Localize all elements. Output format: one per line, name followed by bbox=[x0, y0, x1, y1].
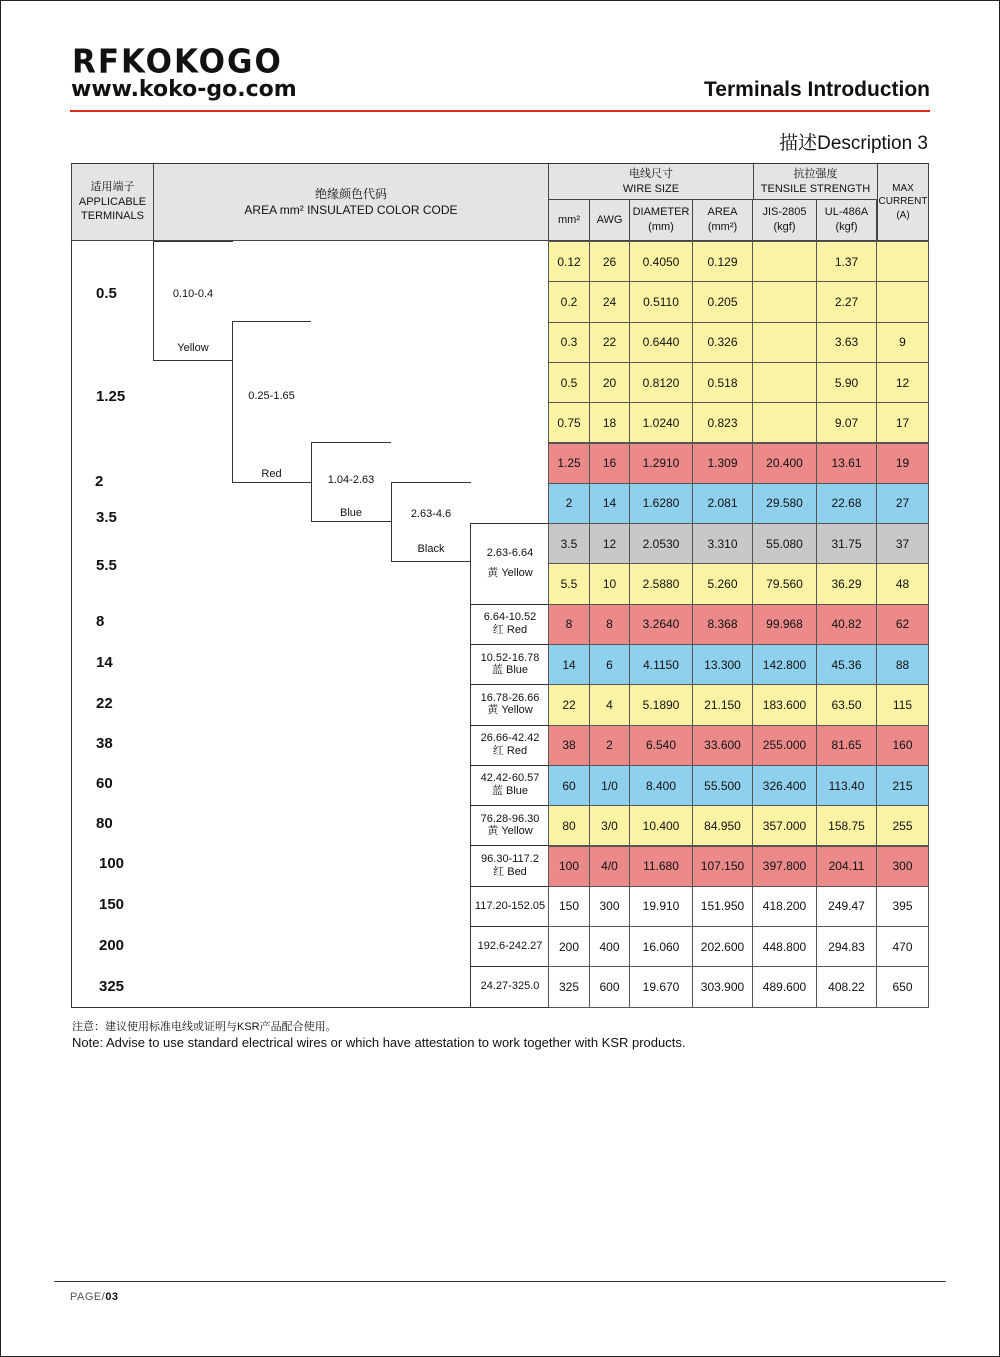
cell-ul: 204.11 bbox=[816, 846, 877, 887]
header-tensile-strength-line: TENSILE STRENGTH bbox=[760, 182, 871, 195]
cell-ul: 3.63 bbox=[816, 322, 877, 363]
header-sub-ul-486a bbox=[816, 199, 877, 241]
cell-area: 0.823 bbox=[692, 402, 753, 443]
cell-diameter: 1.0240 bbox=[629, 402, 693, 443]
terminal-size: 100 bbox=[99, 855, 125, 872]
cell-jis: 29.580 bbox=[752, 483, 817, 524]
footer-divider bbox=[54, 1281, 946, 1282]
cell-max-current bbox=[876, 241, 929, 282]
header-sub-diameter-line: DIAMETER bbox=[632, 206, 690, 219]
cell-jis bbox=[752, 241, 817, 282]
description-label: 描述Description 3 bbox=[779, 133, 928, 154]
color-code-entry bbox=[471, 765, 549, 806]
header-sub-jis-2805-line: JIS-2805 bbox=[762, 206, 807, 219]
color-code-range: 24.27-325.0 bbox=[480, 980, 540, 993]
color-code-color: 红 Red bbox=[492, 623, 528, 636]
cell-diameter: 11.680 bbox=[629, 846, 693, 887]
cell-awg: 2 bbox=[589, 725, 630, 766]
cell-ul: 2.27 bbox=[816, 281, 877, 322]
cell-mm2: 14 bbox=[548, 644, 590, 685]
color-code-range: 16.78-26.66 bbox=[480, 691, 540, 704]
cell-awg: 14 bbox=[589, 483, 630, 524]
cell-jis bbox=[752, 402, 817, 443]
header-sub-diameter bbox=[629, 199, 693, 241]
cell-area: 33.600 bbox=[692, 725, 753, 766]
cell-area: 8.368 bbox=[692, 604, 753, 645]
cell-area: 202.600 bbox=[692, 926, 753, 967]
table-top-border bbox=[71, 163, 929, 164]
cell-mm2: 38 bbox=[548, 725, 590, 766]
header-sub-area-line: AREA bbox=[707, 206, 738, 219]
cell-jis: 20.400 bbox=[752, 443, 817, 484]
cell-max-current: 19 bbox=[876, 443, 929, 484]
cell-diameter: 0.4050 bbox=[629, 241, 693, 282]
header-wire-size bbox=[548, 163, 754, 200]
terminal-size: 0.5 bbox=[96, 285, 117, 302]
cell-area: 0.205 bbox=[692, 281, 753, 322]
cell-mm2: 8 bbox=[548, 604, 590, 645]
cell-mm2: 100 bbox=[548, 846, 590, 887]
color-code-range: 117.20-152.05 bbox=[474, 899, 546, 912]
cell-area: 107.150 bbox=[692, 846, 753, 887]
color-code-range: 76.28-96.30 bbox=[480, 812, 540, 825]
header-sub-awg-line: AWG bbox=[596, 213, 623, 226]
cell-diameter: 10.400 bbox=[629, 805, 693, 846]
cell-ul: 249.47 bbox=[816, 886, 877, 927]
color-code-range: 6.64-10.52 bbox=[483, 611, 537, 624]
terminal-size: 325 bbox=[99, 978, 125, 995]
cell-area: 0.518 bbox=[692, 362, 753, 403]
cell-mm2: 150 bbox=[548, 886, 590, 927]
color-code-entry bbox=[471, 805, 549, 846]
cell-jis bbox=[752, 362, 817, 403]
cell-area: 151.950 bbox=[692, 886, 753, 927]
color-code-entry bbox=[471, 926, 549, 967]
color-code-range: 192.6-242.27 bbox=[477, 939, 543, 952]
cell-diameter: 2.0530 bbox=[629, 523, 693, 564]
cell-jis: 99.968 bbox=[752, 604, 817, 645]
cell-area: 1.309 bbox=[692, 443, 753, 484]
color-code-entry bbox=[471, 644, 549, 685]
cell-area: 303.900 bbox=[692, 966, 753, 1007]
color-code-range: 42.42-60.57 bbox=[480, 772, 540, 785]
cell-max-current: 27 bbox=[876, 483, 929, 524]
header-applicable-terminals-line: TERMINALS bbox=[81, 210, 144, 223]
cell-jis: 79.560 bbox=[752, 563, 817, 604]
cell-awg: 300 bbox=[589, 886, 630, 927]
color-code-entry bbox=[471, 684, 549, 725]
cell-ul: 408.22 bbox=[816, 966, 877, 1007]
header-max-current-line: CURRENT bbox=[878, 196, 928, 208]
color-code-color: 红 Bed bbox=[493, 865, 527, 878]
cell-mm2: 200 bbox=[548, 926, 590, 967]
terminal-size: 22 bbox=[96, 695, 113, 712]
cell-ul: 1.37 bbox=[816, 241, 877, 282]
cell-diameter: 0.8120 bbox=[629, 362, 693, 403]
cell-mm2: 0.5 bbox=[548, 362, 590, 403]
cell-ul: 158.75 bbox=[816, 805, 877, 846]
insulation-step-color: Yellow bbox=[177, 342, 209, 354]
cell-area: 2.081 bbox=[692, 483, 753, 524]
cell-mm2: 5.5 bbox=[548, 563, 590, 604]
terminal-size: 200 bbox=[99, 937, 125, 954]
cell-diameter: 8.400 bbox=[629, 765, 693, 806]
cell-diameter: 0.6440 bbox=[629, 322, 693, 363]
cell-jis: 183.600 bbox=[752, 684, 817, 725]
terminal-size: 60 bbox=[96, 775, 113, 792]
header-applicable-terminals-line: APPLICABLE bbox=[78, 195, 147, 208]
color-code-range: 96.30-117.2 bbox=[481, 853, 539, 865]
cell-jis: 418.200 bbox=[752, 886, 817, 927]
cell-max-current: 300 bbox=[876, 846, 929, 887]
color-code-entry bbox=[471, 523, 549, 605]
cell-awg: 6 bbox=[589, 644, 630, 685]
cell-mm2: 0.75 bbox=[548, 402, 590, 443]
cell-max-current: 62 bbox=[876, 604, 929, 645]
header-wire-size-line: WIRE SIZE bbox=[622, 182, 680, 195]
cell-max-current: 470 bbox=[876, 926, 929, 967]
cell-max-current: 650 bbox=[876, 966, 929, 1007]
cell-max-current: 12 bbox=[876, 362, 929, 403]
header-tensile-strength bbox=[753, 163, 878, 200]
terminal-size: 1.25 bbox=[96, 388, 126, 405]
header-sub-mm2-line: mm² bbox=[558, 213, 580, 226]
cell-awg: 10 bbox=[589, 563, 630, 604]
cell-ul: 9.07 bbox=[816, 402, 877, 443]
brand-logo: RFKOKOGO bbox=[72, 43, 283, 81]
color-code-color: 蓝 Blue bbox=[491, 664, 529, 677]
cell-mm2: 0.3 bbox=[548, 322, 590, 363]
header-applicable-terminals bbox=[71, 163, 154, 241]
cell-area: 3.310 bbox=[692, 523, 753, 564]
cell-awg: 4 bbox=[589, 684, 630, 725]
color-code-color: 黄 Yellow bbox=[487, 704, 533, 717]
header-sub-ul-486a-line: UL-486A bbox=[824, 206, 869, 219]
page-number: PAGE/03 bbox=[70, 1291, 119, 1303]
color-code-entry bbox=[471, 886, 549, 927]
cell-jis: 326.400 bbox=[752, 765, 817, 806]
header-sub-ul-486a-line: (kgf) bbox=[835, 221, 858, 233]
color-code-entry bbox=[471, 966, 549, 1007]
cell-max-current bbox=[876, 281, 929, 322]
cell-mm2: 22 bbox=[548, 684, 590, 725]
color-code-color: 红 Red bbox=[492, 744, 528, 757]
cell-mm2: 3.5 bbox=[548, 523, 590, 564]
cell-area: 84.950 bbox=[692, 805, 753, 846]
color-code-entry bbox=[471, 725, 549, 766]
cell-mm2: 325 bbox=[548, 966, 590, 1007]
cell-awg: 24 bbox=[589, 281, 630, 322]
cell-max-current: 37 bbox=[876, 523, 929, 564]
cell-ul: 22.68 bbox=[816, 483, 877, 524]
insulation-step-range: 1.04-2.63 bbox=[327, 474, 375, 486]
cell-diameter: 1.2910 bbox=[629, 443, 693, 484]
cell-max-current: 115 bbox=[876, 684, 929, 725]
header-wire-size-line: 电线尺寸 bbox=[629, 167, 673, 180]
color-code-range: 10.52-16.78 bbox=[480, 651, 540, 664]
cell-area: 21.150 bbox=[692, 684, 753, 725]
terminal-size: 80 bbox=[96, 815, 113, 832]
cell-ul: 63.50 bbox=[816, 684, 877, 725]
cell-diameter: 3.2640 bbox=[629, 604, 693, 645]
cell-diameter: 1.6280 bbox=[629, 483, 693, 524]
cell-diameter: 19.910 bbox=[629, 886, 693, 927]
cell-mm2: 0.2 bbox=[548, 281, 590, 322]
cell-area: 0.129 bbox=[692, 241, 753, 282]
cell-jis bbox=[752, 281, 817, 322]
note-english: Note: Advise to use standard electrical wires or which have attestation to work together with KSR products. bbox=[72, 1035, 686, 1050]
cell-awg: 4/0 bbox=[589, 846, 630, 887]
header-sub-mm2 bbox=[548, 199, 590, 241]
cell-awg: 8 bbox=[589, 604, 630, 645]
color-code-range: 2.63-6.64 bbox=[486, 546, 534, 559]
cell-max-current: 255 bbox=[876, 805, 929, 846]
page-title: Terminals Introduction bbox=[704, 78, 930, 101]
cell-area: 0.326 bbox=[692, 322, 753, 363]
header-sub-area bbox=[692, 199, 753, 241]
insulation-step bbox=[232, 321, 311, 483]
cell-ul: 36.29 bbox=[816, 563, 877, 604]
cell-diameter: 5.1890 bbox=[629, 684, 693, 725]
header-insulated-color-code bbox=[153, 163, 549, 241]
insulation-step-range: 0.10-0.4 bbox=[172, 288, 214, 300]
cell-diameter: 19.670 bbox=[629, 966, 693, 1007]
header-insulated-color-code-line: 绝缘颜色代码 bbox=[314, 186, 387, 201]
cell-mm2: 80 bbox=[548, 805, 590, 846]
color-code-entry bbox=[471, 604, 549, 645]
header-sub-jis-2805 bbox=[752, 199, 817, 241]
cell-max-current: 17 bbox=[876, 402, 929, 443]
header-max-current-line: MAX bbox=[892, 182, 914, 194]
header-applicable-terminals-line: 适用端子 bbox=[90, 180, 135, 193]
cell-awg: 18 bbox=[589, 402, 630, 443]
cell-ul: 13.61 bbox=[816, 443, 877, 484]
color-code-color: 蓝 Blue bbox=[491, 785, 529, 798]
cell-diameter: 2.5880 bbox=[629, 563, 693, 604]
header-insulated-color-code-line: AREA mm² INSULATED COLOR CODE bbox=[244, 203, 458, 217]
cell-awg: 3/0 bbox=[589, 805, 630, 846]
cell-jis: 142.800 bbox=[752, 644, 817, 685]
cell-max-current: 9 bbox=[876, 322, 929, 363]
cell-max-current: 48 bbox=[876, 563, 929, 604]
note-chinese: 注意：建议使用标准电线或证明与KSR产品配合使用。 bbox=[72, 1021, 337, 1033]
cell-ul: 40.82 bbox=[816, 604, 877, 645]
cell-mm2: 2 bbox=[548, 483, 590, 524]
cell-max-current: 395 bbox=[876, 886, 929, 927]
cell-awg: 600 bbox=[589, 966, 630, 1007]
cell-diameter: 6.540 bbox=[629, 725, 693, 766]
terminal-size: 14 bbox=[96, 654, 113, 671]
cell-jis: 357.000 bbox=[752, 805, 817, 846]
header-sub-diameter-line: (mm) bbox=[648, 221, 674, 233]
color-code-color: 黄 Yellow bbox=[487, 825, 533, 838]
cell-ul: 45.36 bbox=[816, 644, 877, 685]
cell-ul: 294.83 bbox=[816, 926, 877, 967]
cell-area: 55.500 bbox=[692, 765, 753, 806]
cell-ul: 5.90 bbox=[816, 362, 877, 403]
color-code-entry bbox=[471, 846, 549, 887]
insulation-step-color: Blue bbox=[339, 507, 363, 519]
cell-max-current: 215 bbox=[876, 765, 929, 806]
terminal-size: 150 bbox=[99, 896, 125, 913]
terminal-size: 3.5 bbox=[96, 509, 117, 526]
cell-max-current: 88 bbox=[876, 644, 929, 685]
cell-diameter: 16.060 bbox=[629, 926, 693, 967]
cell-mm2: 1.25 bbox=[548, 443, 590, 484]
terminal-size: 8 bbox=[96, 613, 105, 630]
insulation-step-range: 2.63-4.6 bbox=[410, 508, 452, 520]
header-tensile-strength-line: 抗拉强度 bbox=[793, 167, 838, 180]
cell-awg: 20 bbox=[589, 362, 630, 403]
header-max-current-line: (A) bbox=[896, 209, 910, 221]
cell-awg: 16 bbox=[589, 443, 630, 484]
header-sub-jis-2805-line: (kgf) bbox=[773, 221, 796, 233]
cell-ul: 113.40 bbox=[816, 765, 877, 806]
cell-jis: 489.600 bbox=[752, 966, 817, 1007]
cell-jis: 448.800 bbox=[752, 926, 817, 967]
color-code-range: 26.66-42.42 bbox=[480, 732, 540, 745]
cell-awg: 12 bbox=[589, 523, 630, 564]
cell-jis: 255.000 bbox=[752, 725, 817, 766]
cell-mm2: 0.12 bbox=[548, 241, 590, 282]
terminal-size: 38 bbox=[96, 735, 113, 752]
cell-awg: 1/0 bbox=[589, 765, 630, 806]
cell-jis: 397.800 bbox=[752, 846, 817, 887]
cell-jis bbox=[752, 322, 817, 363]
insulation-step-color: Black bbox=[417, 543, 445, 555]
cell-awg: 22 bbox=[589, 322, 630, 363]
insulation-step-range: 0.25-1.65 bbox=[248, 390, 295, 402]
cell-area: 5.260 bbox=[692, 563, 753, 604]
cell-area: 13.300 bbox=[692, 644, 753, 685]
terminal-size: 2 bbox=[95, 473, 104, 490]
color-code-color: 黄 Yellow bbox=[487, 567, 533, 580]
cell-ul: 81.65 bbox=[816, 725, 877, 766]
header-sub-area-line: (mm²) bbox=[707, 221, 738, 233]
cell-awg: 26 bbox=[589, 241, 630, 282]
cell-diameter: 4.1150 bbox=[629, 644, 693, 685]
cell-jis: 55.080 bbox=[752, 523, 817, 564]
brand-url[interactable]: www.koko-go.com bbox=[71, 77, 297, 102]
header-sub-awg bbox=[589, 199, 630, 241]
cell-max-current: 160 bbox=[876, 725, 929, 766]
cell-ul: 31.75 bbox=[816, 523, 877, 564]
table-left-border bbox=[71, 241, 72, 1007]
cell-diameter: 0.5110 bbox=[629, 281, 693, 322]
insulation-step-color: Red bbox=[261, 468, 282, 480]
header-divider bbox=[70, 110, 930, 112]
cell-awg: 400 bbox=[589, 926, 630, 967]
cell-mm2: 60 bbox=[548, 765, 590, 806]
header-max-current bbox=[877, 163, 929, 241]
terminal-size: 5.5 bbox=[96, 557, 117, 574]
